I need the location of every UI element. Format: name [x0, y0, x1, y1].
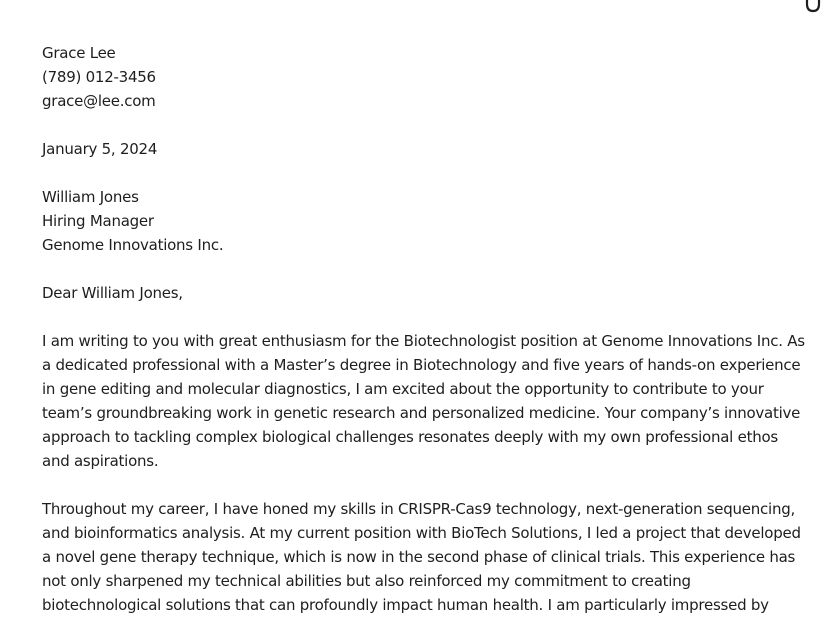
paragraph-line: team’s groundbreaking work in genetic research and personalized medicine. Your company’s innovative	[42, 404, 801, 422]
sender-phone: (789) 012-3456	[42, 68, 156, 86]
paragraph-line: not only sharpened my technical abilities but also reinforced my commitment to creating	[42, 572, 691, 590]
paragraph-line: a dedicated professional with a Master’s degree in Biotechnology and five years of hands-on experience	[42, 356, 801, 374]
sender-block	[42, 41, 792, 113]
paragraph-line: I am writing to you with great enthusiasm for the Biotechnologist position at Genome Innovations Inc. As	[42, 332, 805, 350]
paragraph-line: Throughout my career, I have honed my skills in CRISPR-Cas9 technology, next-generation sequencing,	[42, 500, 795, 518]
cover-letter	[42, 41, 805, 617]
recipient-name: William Jones	[42, 188, 139, 206]
paragraph-line: approach to tackling complex biological challenges resonates deeply with my own professional ethos	[42, 428, 778, 446]
salutation: Dear William Jones,	[42, 284, 183, 302]
paragraph-2	[42, 497, 801, 617]
paragraph-line: and bioinformatics analysis. At my current position with BioTech Solutions, I led a project that developed	[42, 524, 801, 542]
paragraph-1	[42, 329, 805, 473]
recipient-company: Genome Innovations Inc.	[42, 236, 224, 254]
paragraph-line: a novel gene therapy technique, which is now in the second phase of clinical trials. This experience has	[42, 548, 796, 566]
paragraph-line: biotechnological solutions that can profoundly impact human health. I am particularly impressed by	[42, 596, 769, 614]
sender-name: Grace Lee	[42, 44, 116, 62]
paragraph-line: and aspirations.	[42, 452, 159, 470]
recipient-title: Hiring Manager	[42, 212, 154, 230]
paragraph-line: in gene editing and molecular diagnostics, I am excited about the opportunity to contribute to your	[42, 380, 764, 398]
letter-date: January 5, 2024	[42, 140, 158, 158]
recipient-block	[42, 185, 792, 257]
sender-email: grace@lee.com	[42, 92, 156, 110]
cup-icon	[804, 0, 822, 14]
